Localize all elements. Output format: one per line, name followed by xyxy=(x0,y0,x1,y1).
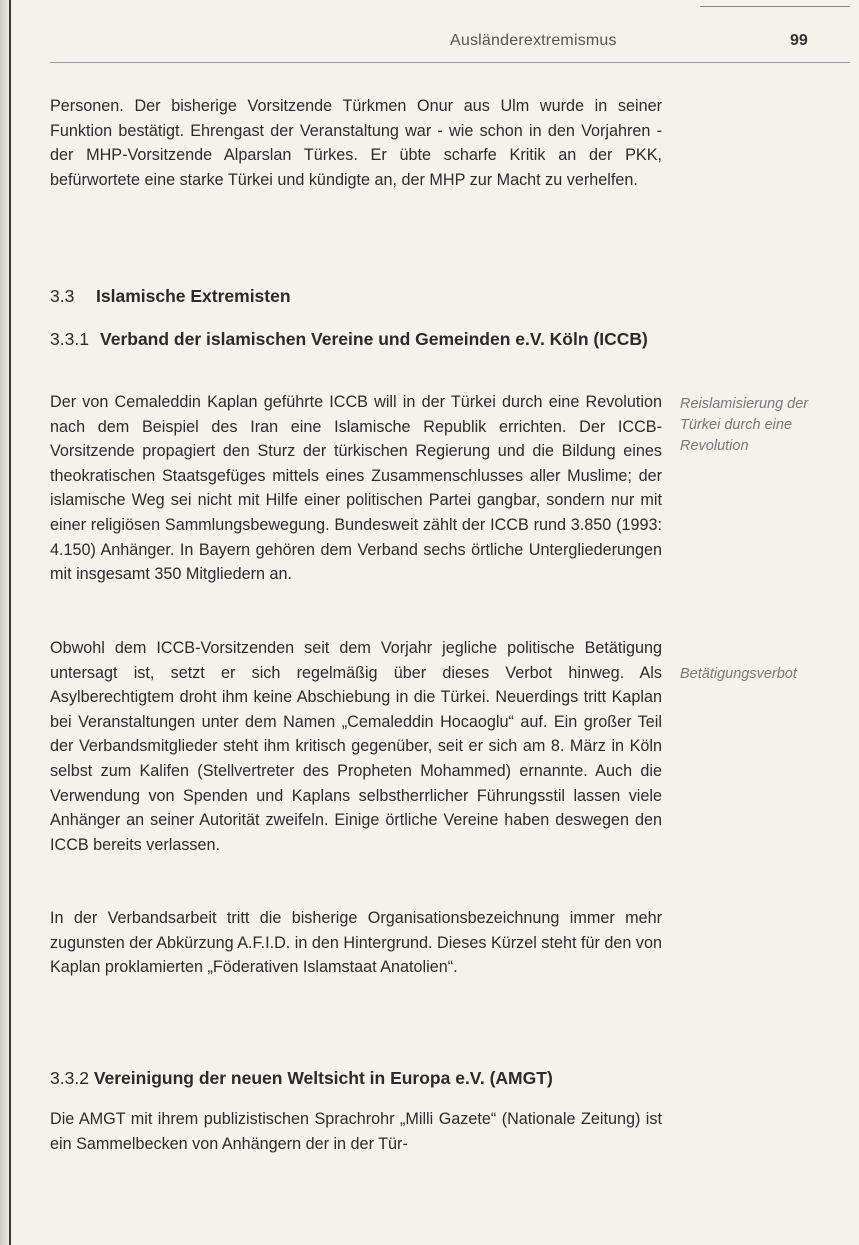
section-number: 3.3.2 xyxy=(50,1068,89,1088)
paragraph-betaetigungsverbot: Obwohl dem ICCB-Vorsitzenden seit dem Vorjahr jegliche politische Betätigung untersagt ist, setzt er sich regelmäßig über dieses Verbot hinweg. Als Asylberechtigtem droht ihm keine Abschiebung in die Türkei. Neuerdings tritt Kaplan bei Veranstaltungen unter dem Namen „Cemaleddin Hocaoglu“ auf. Ein großer Teil der Verbandsmitglieder steht ihm kritisch gegenüber, seit er sich am 8. März in Köln selbst zum Kalifen (Stellvertreter des Propheten Mohammed) ernannte. Auch die Verwendung von Spenden und Kaplans selbstherrlicher Führungsstil lassen viele Anhänger an seiner Autorität zweifeln. Einige örtliche Vereine haben deswegen den ICCB bereits verlassen. xyxy=(50,639,662,854)
margin-note-reislamisierung: Reislamisierung der Türkei durch eine Revolution xyxy=(680,396,809,454)
paragraph-iccb-goals: Der von Cemaleddin Kaplan geführte ICCB will in der Türkei durch eine Revolution nach dem Beispiel des Iran eine Islamische Republik errichten. Der ICCB-Vorsitzende propagiert den Sturz der türkischen Regierung und die Bildung eines theokratischen Staatsgefüges mittels eines Zusammenschlusses aller Muslime; der islamische Weg sei nicht mit Hilfe einer politischen Partei gangbar, sondern nur mit einer religiösen Sammlungsbewegung. Bundesweit zählt der ICCB rund 3.850 (1993: 4.150) Anhänger. In Bayern gehören dem Verband sechs örtliche Untergliederungen mit insgesamt 350 Mitgliedern an. xyxy=(50,393,662,584)
section-number: 3.3 xyxy=(50,286,75,306)
section-heading-3-3 xyxy=(50,286,291,307)
paragraph-amgt: Die AMGT mit ihrem publizistischen Sprachrohr „Milli Gazete“ (Nationale Zeitung) ist ein Sammelbecken von Anhängern der in der Tür- xyxy=(50,1110,662,1153)
section-title: Vereinigung der neuen Weltsicht in Europa e.V. (AMGT) xyxy=(93,1068,553,1088)
paragraph-continuation: Personen. Der bisherige Vorsitzende Türkmen Onur aus Ulm wurde in seiner Funktion bestätigt. Ehrengast der Veranstaltung war - wie schon in den Vorjahren - der MHP-Vorsitzende Alparslan Türkes. Er übte scharfe Kritik an der PKK, befürwortete eine starke Türkei und kündigte an, der MHP zur Macht zu verhelfen. xyxy=(50,97,662,189)
section-title: Verband der islamischen Vereine und Gemeinden e.V. Köln (ICCB) xyxy=(100,329,648,349)
page-binding-shadow xyxy=(0,0,14,1245)
binding-edge xyxy=(9,0,11,1245)
top-edge-rule xyxy=(700,6,850,7)
margin-note-betaetigungsverbot: Betätigungsverbot xyxy=(680,666,797,682)
section-heading-3-3-1 xyxy=(50,327,690,351)
page-number: 99 xyxy=(790,32,808,49)
section-heading-3-3-2 xyxy=(50,1068,790,1089)
section-number: 3.3.1 xyxy=(50,329,89,349)
running-header-title: Ausländerextremismus xyxy=(450,32,617,49)
header-rule xyxy=(50,62,850,63)
section-title: Islamische Extremisten xyxy=(96,286,291,306)
paragraph-afid: In der Verbandsarbeit tritt die bisherige Organisationsbezeichnung immer mehr zugunsten der Abkürzung A.F.I.D. in den Hintergrund. Dieses Kürzel steht für den von Kaplan proklamierten „Föderativen Islamstaat Anatolien“. xyxy=(50,909,662,977)
